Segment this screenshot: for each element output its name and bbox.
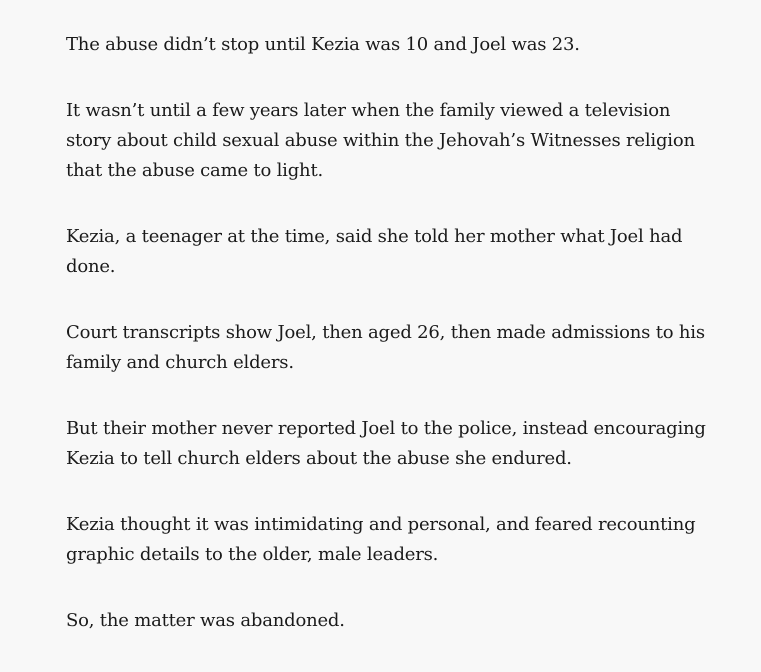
article-paragraph-3: Kezia, a teenager at the time, said she told her mother what Joel had done. [66,226,683,277]
article-paragraph-4: Court transcripts show Joel, then aged 26, then made admissions to his family and church elders. [66,322,705,373]
article-paragraph-7: So, the matter was abandoned. [66,610,345,631]
article-body [66,30,706,672]
article-paragraph-2: It wasn’t until a few years later when the family viewed a television story about child sexual abuse within the Jehovah’s Witnesses religion that the abuse came to light. [66,100,695,181]
article-paragraph-1: The abuse didn’t stop until Kezia was 10 and Joel was 23. [66,34,580,55]
article-paragraph-5: But their mother never reported Joel to the police, instead encouraging Kezia to tell church elders about the abuse she endured. [66,418,706,469]
article-paragraph-6: Kezia thought it was intimidating and personal, and feared recounting graphic details to the older, male leaders. [66,514,696,565]
